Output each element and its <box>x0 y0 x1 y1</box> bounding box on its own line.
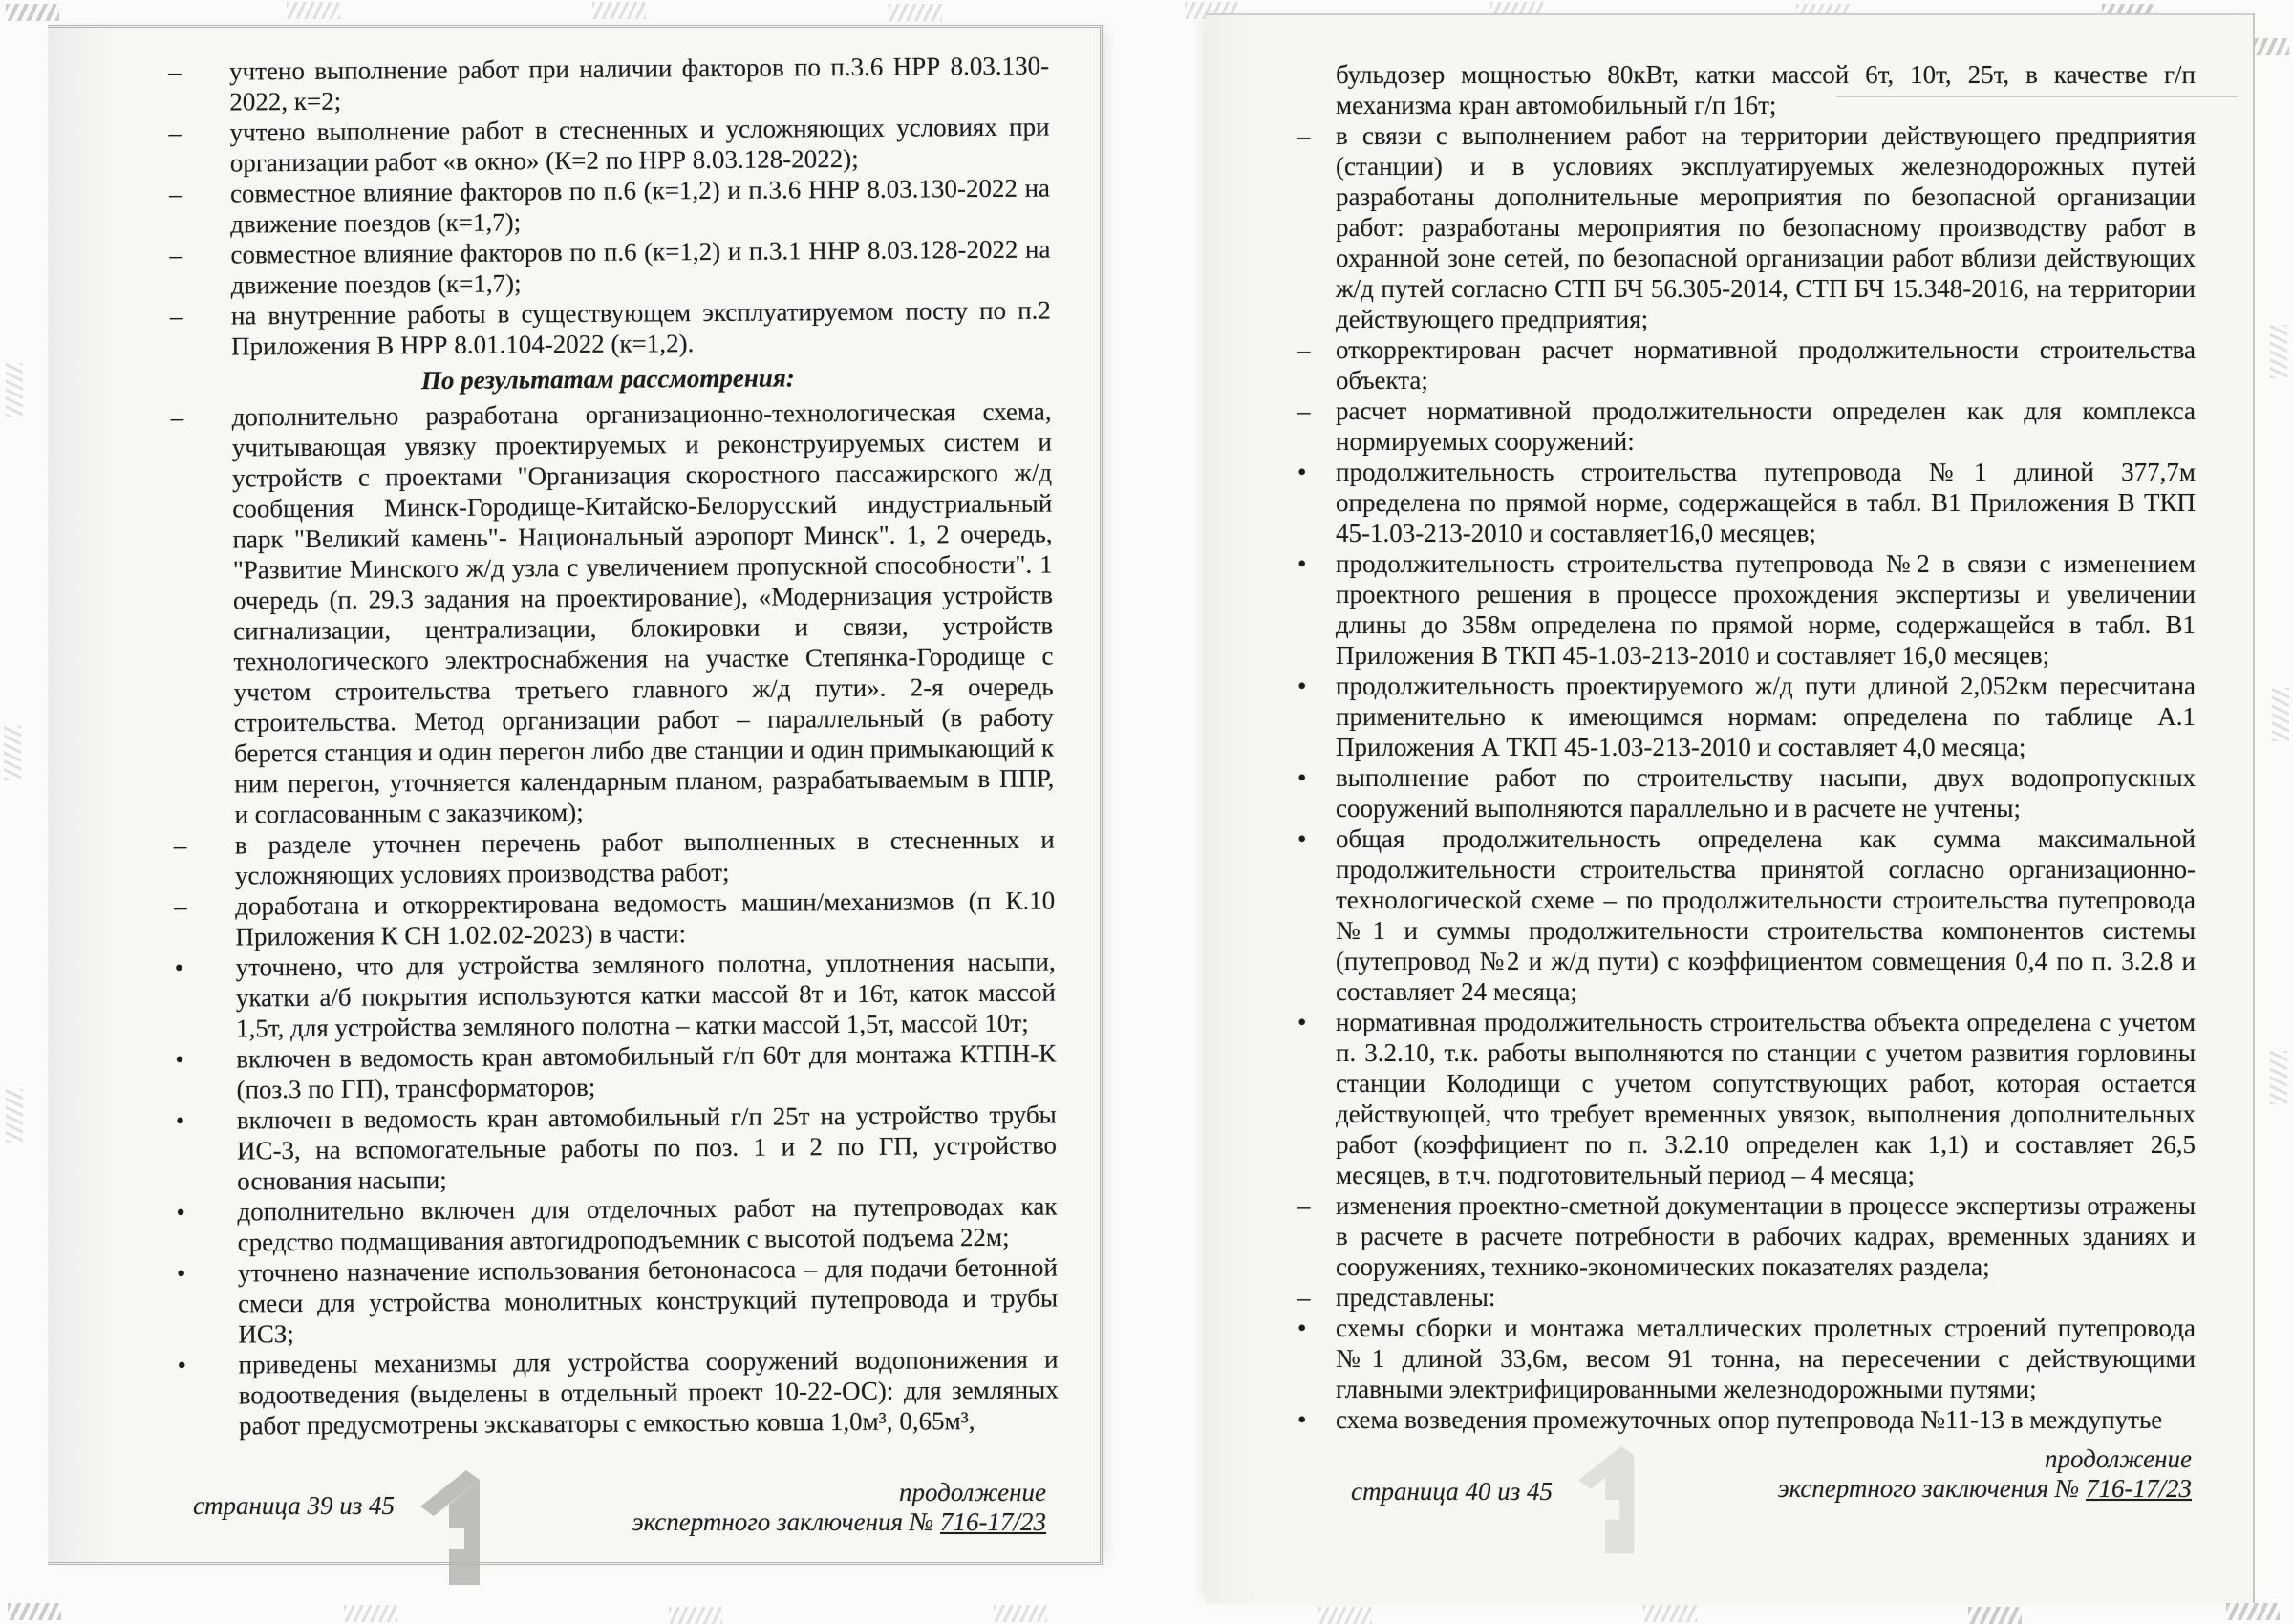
background-pattern <box>1318 1607 1372 1624</box>
paragraph-text: продолжительность строительства путепровода №1 длиной 377,7м определена по прямой норме, содержащейся в табл. В1 Приложения В ТКП 45-1.03-213-2010 и составляет16,0 месяцев; <box>1336 458 2196 547</box>
dash-marker: – <box>168 118 182 147</box>
list-item <box>1292 395 2196 457</box>
background-pattern <box>2226 1603 2280 1620</box>
paragraph-text: учтено выполнение работ в стесненных и усложняющих условиях при организации работ «в окно» (К=2 по НРР 8.03.128-2022); <box>229 112 1050 178</box>
background-pattern <box>287 2 340 19</box>
background-pattern <box>669 1607 722 1624</box>
page-number: страница 39 из 45 <box>193 1491 395 1520</box>
document-number: 716-17/23 <box>940 1507 1046 1536</box>
dash-marker: – <box>1297 335 1311 364</box>
bullet-marker: • <box>1297 1314 1307 1342</box>
list-item <box>170 1190 1057 1257</box>
bullet-marker: • <box>177 1350 187 1379</box>
dash-marker: – <box>1297 121 1311 150</box>
continuation-line2 <box>1778 1474 2192 1504</box>
dash-marker: – <box>1297 1191 1311 1220</box>
list-item <box>1292 1313 2196 1404</box>
list-item <box>168 824 1055 891</box>
dash-marker: – <box>174 891 187 921</box>
background-pattern <box>344 1605 397 1622</box>
paragraph-text: приведены механизмы для устройства сооружений водопонижения и водоотведения (выделены в отдельный проект 10-22-ОС): для земляных работ предусмотрены экскаваторы с емкостью ковша 1,0м³, 0,65м³, <box>238 1344 1059 1441</box>
paragraph-text: совместное влияние факторов по п.6 (к=1,2) и п.3.1 ННР 8.03.128-2022 на движение поездов (к=1,7); <box>230 234 1051 300</box>
page-40 <box>1206 13 2255 1603</box>
paragraph-text: выполнение работ по строительству насыпи, двух водопропускных сооружений выполняются параллельно и в расчете не учтены; <box>1336 763 2196 823</box>
dash-marker: – <box>169 301 183 331</box>
dash-marker: – <box>169 240 183 269</box>
expertise-logo-watermark <box>1569 1442 1649 1557</box>
list-item <box>169 1037 1056 1104</box>
bullet-marker: • <box>1297 549 1307 578</box>
background-pattern <box>8 1603 61 1620</box>
page-40-body <box>1292 59 2196 1435</box>
list-item <box>1292 1404 2196 1435</box>
section-heading: По результатам рассмотрения: <box>420 363 795 395</box>
paragraph-text: на внутренние работы в существующем эксплуатируемом посту по п.2 Приложения В НРР 8.01.104-2022 (к=1,2). <box>230 295 1051 361</box>
list-item <box>165 396 1055 830</box>
list-item <box>163 173 1050 240</box>
page-39-body <box>162 51 1059 1442</box>
paragraph-text: уточнено назначение использования бетононасоса – для подачи бетонной смеси для устройства монолитных конструкций путепровода и трубы ИСЗ; <box>237 1252 1059 1349</box>
list-item <box>163 234 1050 301</box>
list-item <box>162 112 1049 179</box>
continuation-note <box>1778 1444 2192 1504</box>
bullet-marker: • <box>1297 1008 1307 1036</box>
bullet-marker: • <box>1297 458 1307 486</box>
background-pattern <box>6 363 23 417</box>
list-item <box>164 295 1051 362</box>
paragraph-text: дополнительно включен для отделочных работ на путепроводах как средство подмащивания автогидроподъемник с высотой подъема 22м; <box>237 1191 1058 1257</box>
paragraph-text: в связи с выполнением работ на территории действующего предприятия (станции) и в условиях эксплуатируемых железнодорожных путей разработаны дополнительные мероприятия по безопасной организации работ: разработаны мероприятия по безопасному производству работ в охранной зоне сетей, по безопасной организации работ вблизи действующих ж/д путей согласно СТП БЧ 56.305-2014, СТП БЧ 15.348-2016, на территории действующего предприятия; <box>1336 121 2196 333</box>
background-pattern <box>4 726 21 780</box>
bullet-marker: • <box>175 1105 185 1135</box>
paragraph-text: расчет нормативной продолжительности определен как для комплекса нормируемых сооружений: <box>1336 396 2196 456</box>
expertise-logo-watermark <box>417 1466 489 1589</box>
background-pattern <box>6 1089 23 1143</box>
paragraph-text: общая продолжительность определена как сумма максимальной продолжительности строительства принятой согласно организационно-технологической схеме – по продолжительности строительства путепровода №1 и суммы продолжительности строительства компонентов системы (путепровод №2 и ж/д пути) с коэффициентом совмещения 0,4 по п. 3.2.8 и составляет 24 месяца; <box>1336 824 2196 1006</box>
paragraph-text: включен в ведомость кран автомобильный г/п 25т на устройство трубы ИС-3, на вспомогательные работы по поз. 1 и 2 по ГП, устройство основания насыпи; <box>236 1100 1058 1196</box>
continuation-text: экспертного заключения № <box>632 1507 940 1536</box>
list-item <box>1292 1007 2196 1190</box>
list-item <box>169 946 1057 1043</box>
dash-marker: – <box>168 56 182 86</box>
bullet-marker: • <box>1297 824 1307 853</box>
document-number: 716-17/23 <box>2086 1474 2192 1503</box>
paragraph-text: схема возведения промежуточных опор путепровода №11-13 в междупутье <box>1336 1405 2163 1434</box>
paragraph-text: включен в ведомость кран автомобильный г/п 60т для монтажа КТПН-К (поз.3 по ГП), трансформаторов; <box>236 1038 1057 1104</box>
background-pattern <box>6 4 59 21</box>
background-pattern <box>2270 1051 2287 1104</box>
bullet-marker: • <box>1297 1405 1307 1434</box>
paragraph-text: в разделе уточнен перечень работ выполненных в стесненных и усложняющих условиях производства работ; <box>234 824 1055 890</box>
list-item <box>1292 1282 2196 1313</box>
list-item <box>171 1343 1059 1441</box>
list-item <box>171 1251 1059 1349</box>
bullet-marker: • <box>1297 763 1307 792</box>
paragraph-text: нормативная продолжительность строительства объекта определена с учетом п. 3.2.10, т.к. работы выполняются по станции с учетом развития горловины станции Колодищи с учетом сопутствующих работ, которая остается действующей, что требует временных увязок, выполнения дополнительных работ (коэффициент по п. 3.2.10 определен как 1,1) и составляет 26,5 месяцев, в т.ч. подготовительный период – 4 месяца; <box>1336 1008 2196 1189</box>
list-item <box>168 886 1055 952</box>
page-39 <box>48 25 1103 1565</box>
paragraph-text: откорректирован расчет нормативной продолжительности строительства объекта; <box>1336 335 2196 395</box>
list-item <box>1292 762 2196 823</box>
background-pattern <box>592 2 646 19</box>
paragraph-text: бульдозер мощностью 80кВт, катки массой 6т, 10т, 25т, в качестве г/п механизма кран автомобильный г/п 16т; <box>1336 60 2196 119</box>
paragraph-text: представлены: <box>1336 1283 1496 1312</box>
continuation-note <box>632 1478 1046 1537</box>
background-pattern <box>1643 1605 1697 1622</box>
bullet-marker: • <box>176 1197 186 1227</box>
list-item <box>162 51 1049 118</box>
dash-marker: – <box>170 402 184 432</box>
paragraph-text: доработана и откорректирована ведомость машин/механизмов (п К.10 Приложения К СН 1.02.02-2023) в части: <box>235 886 1056 951</box>
list-item <box>1292 1190 2196 1282</box>
paragraph-text: продолжительность строительства путепровода №2 в связи с изменением проектного решения в процессе прохождения экспертизы и увеличении длины до 358м определена по прямой норме, содержащейся в табл. В1 Приложения В ТКП 45-1.03-213-2010 и составляет 16,0 месяцев; <box>1336 549 2196 670</box>
dash-marker: – <box>168 179 182 208</box>
list-item <box>1292 120 2196 334</box>
list-item <box>1292 334 2196 395</box>
list-item <box>1292 823 2196 1007</box>
paragraph-text: уточнено, что для устройства земляного полотна, уплотнения насыпи, укатки а/б покрытия используются катки массой 8т и 16т, каток массой 1,5т, для устройства земляного полотна – катки массой 1,5т, массой 10т; <box>235 947 1056 1043</box>
page-number: страница 40 из 45 <box>1351 1477 1553 1506</box>
background-pattern <box>2270 325 2287 378</box>
paragraph-text: совместное влияние факторов по п.6 (к=1,2) и п.3.6 ННР 8.03.130-2022 на движение поездов (к=1,7); <box>229 173 1051 239</box>
list-item <box>170 1099 1058 1196</box>
bullet-marker: • <box>175 1044 184 1074</box>
background-pattern <box>2272 688 2289 741</box>
list-item <box>1292 671 2196 762</box>
bullet-marker: • <box>174 952 184 982</box>
bullet-marker: • <box>1297 672 1307 700</box>
continuation-line1: продолжение <box>2044 1444 2192 1473</box>
continuation-text: экспертного заключения № <box>1777 1474 2086 1503</box>
paragraph-text: изменения проектно-сметной документации в процессе экспертизы отражены в расчете в расчете потребности в рабочих кадрах, временных зданиях и сооружениях, технико-экономических показателях раздела; <box>1336 1191 2196 1281</box>
dash-marker: – <box>1297 1283 1311 1312</box>
dash-marker: – <box>173 830 187 860</box>
background-pattern <box>889 4 942 21</box>
list-item <box>1292 59 2196 120</box>
background-pattern <box>1968 1607 2022 1624</box>
dash-marker: – <box>1297 396 1311 425</box>
continuation-line2 <box>632 1507 1046 1537</box>
list-item <box>1292 457 2196 548</box>
paragraph-text: дополнительно разработана организационно-технологическая схема, учитывающая увязку проектируемых и реконструируемых систем и устройств с проектами "Организация скоростного пассажирского ж/д сообщения Минск-Городище-Китайско-Белорусский индустриальный парк "Великий камень"- Национальный аэропорт Минск". 1, 2 очередь, "Развитие Минского ж/д узла с увеличением пропускной способности". 1 очередь (п. 29.3 задания на проектирование), «Модернизация устройств сигнализации, централизации, блокировки и связи, устройств технологического электроснабжения на участке Степянка-Городище с учетом строительства третьего главного ж/д пути». 2-я очередь строительства. Метод организации работ – параллельный (в работу берется станция и один перегон либо две станции и один примыкающий к ним перегон, уточняется календарным планом, разрабатываемым в ППР, и согласованным с заказчиком); <box>231 396 1055 829</box>
continuation-line1: продолжение <box>898 1478 1046 1506</box>
list-item <box>1292 548 2196 671</box>
paragraph-text: схемы сборки и монтажа металлических пролетных строений путепровода №1 длиной 33,6м, весом 91 тонна, на пересечении с действующими главными электрифицированными железнодорожными путями; <box>1336 1314 2196 1403</box>
bullet-marker: • <box>176 1258 186 1288</box>
paragraph-text: учтено выполнение работ при наличии факторов по п.3.6 НРР 8.03.130-2022, к=2; <box>229 51 1050 117</box>
paragraph-text: продолжительность проектируемого ж/д пути длиной 2,052км пересчитана применительно к имеющимся нормам: определена по таблице А.1 Приложения А ТКП 45-1.03-213-2010 и составляет 4,0 месяца; <box>1336 672 2196 761</box>
background-pattern <box>994 1605 1047 1622</box>
